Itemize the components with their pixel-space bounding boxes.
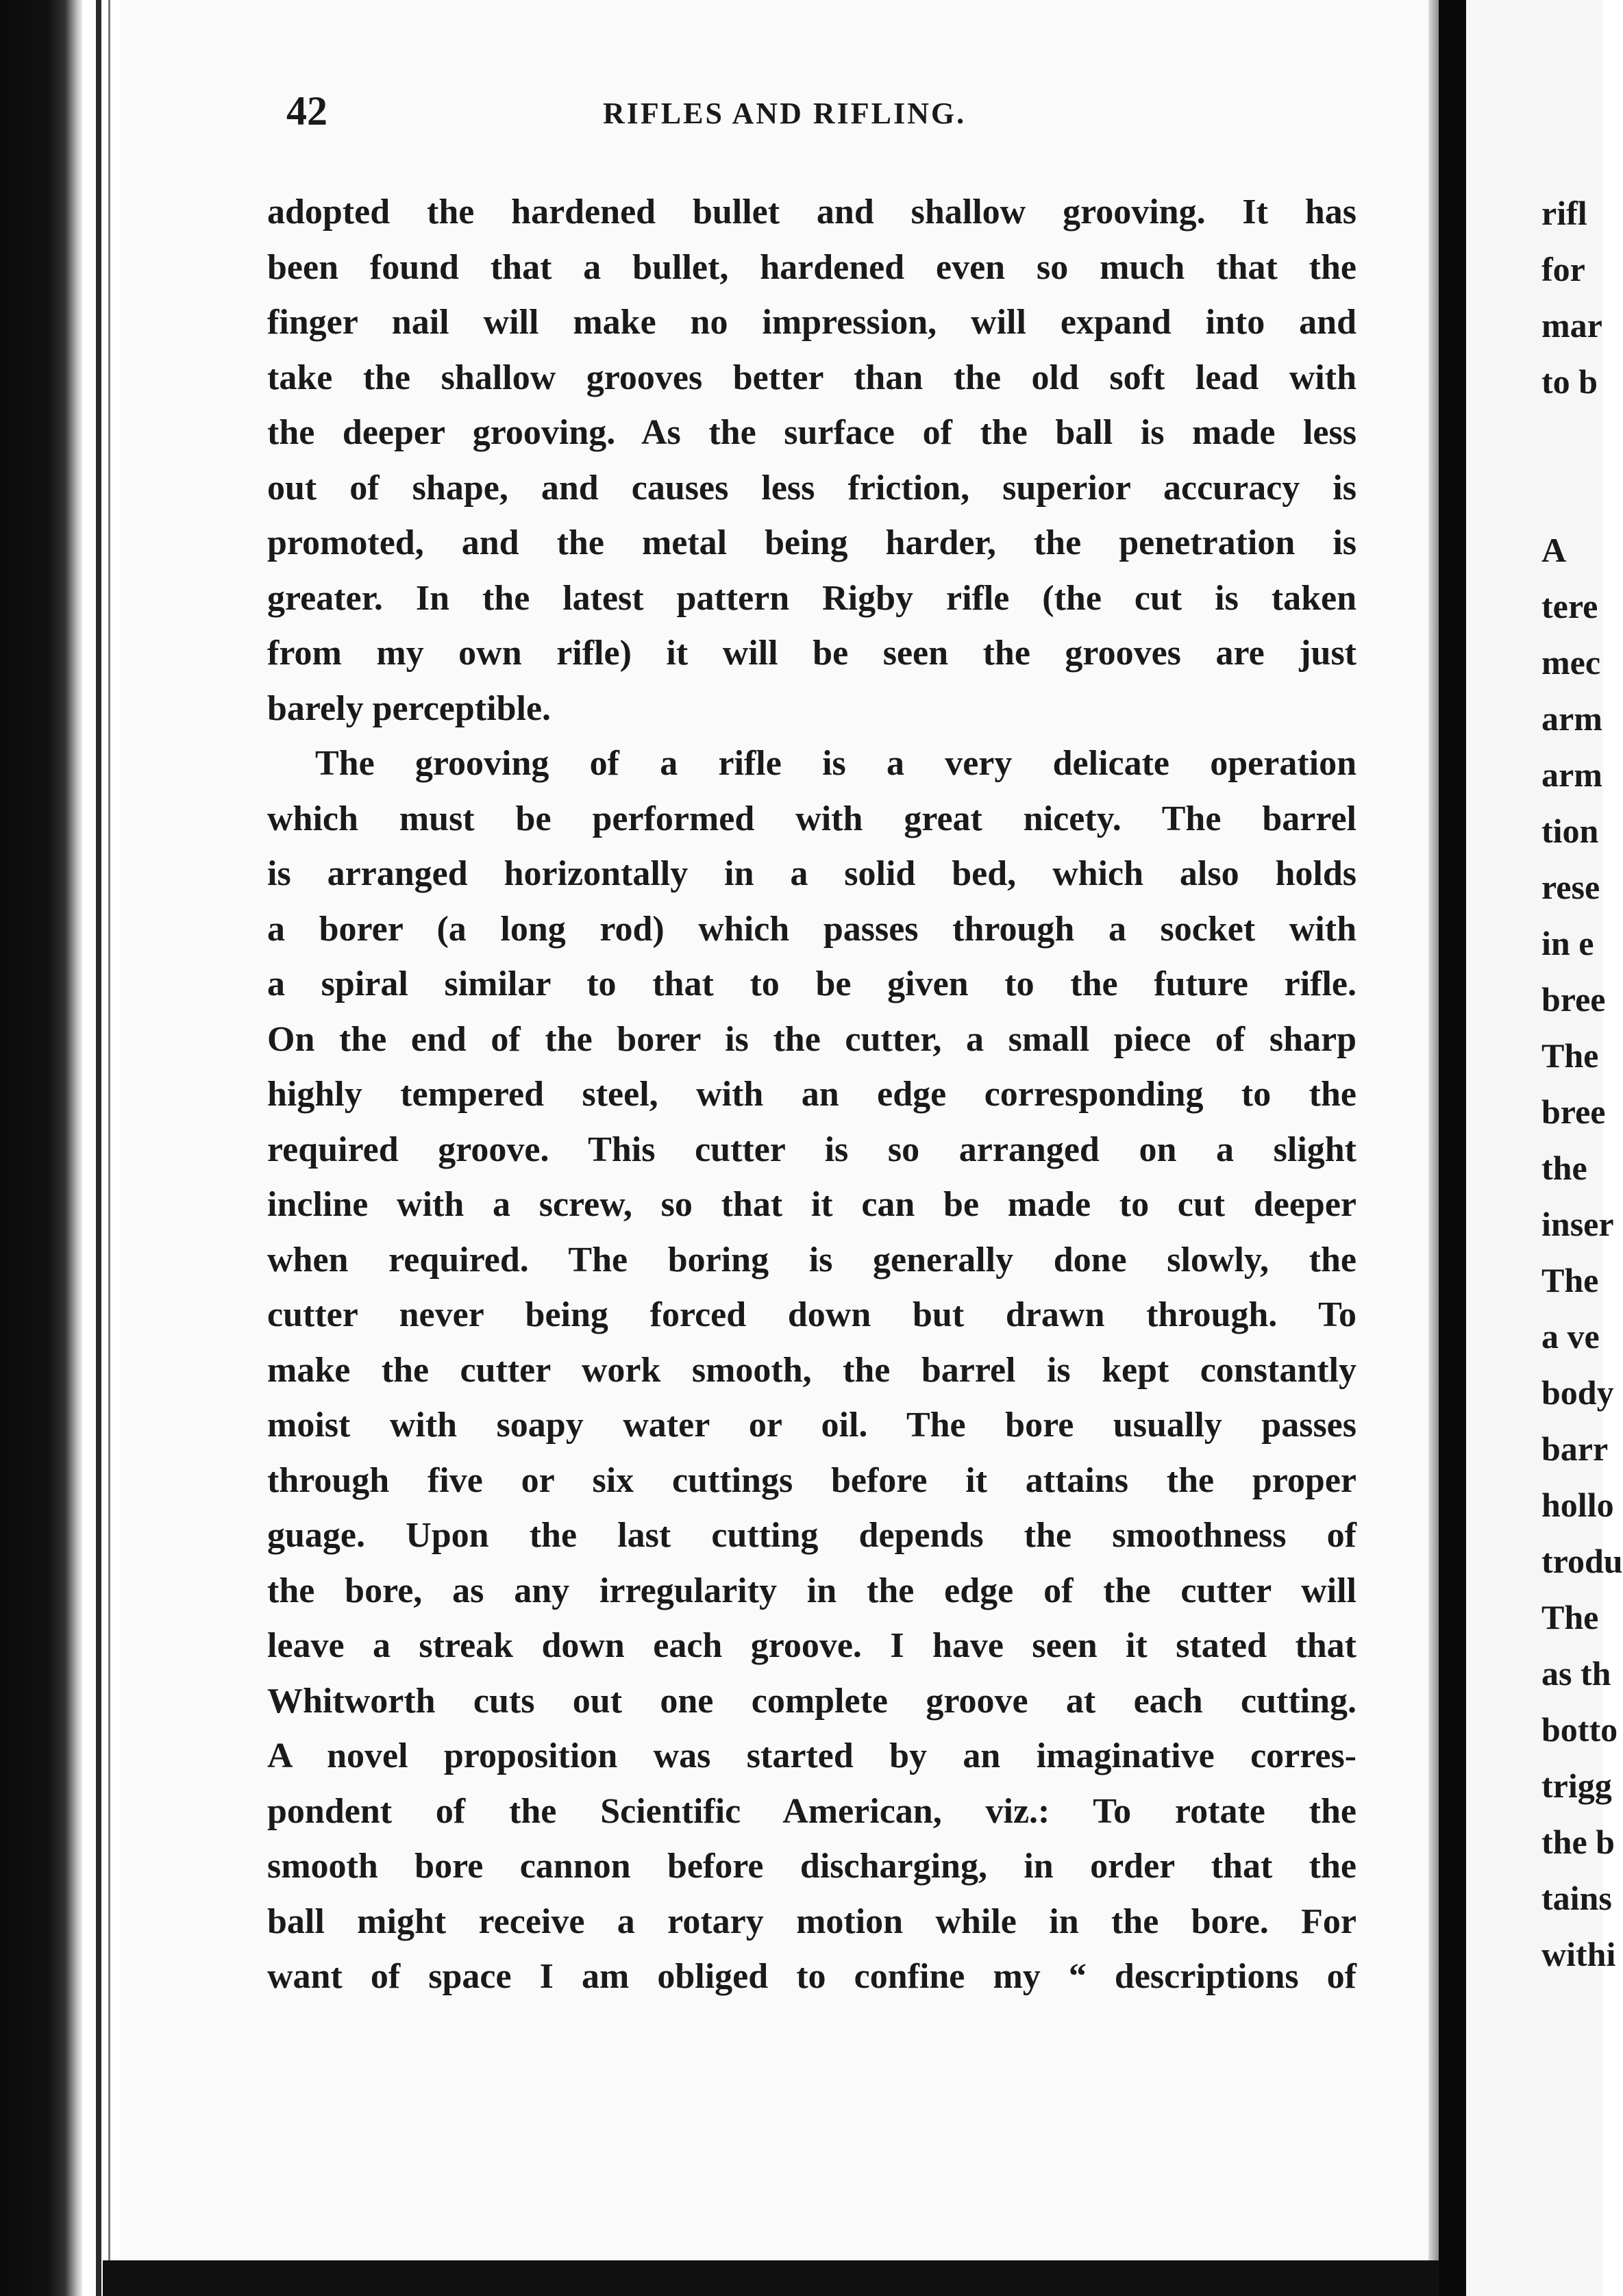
- facing-fragment: The: [1541, 1036, 1599, 1075]
- facing-fragment: to b: [1541, 362, 1598, 401]
- text-line: leave a streak down each groove. I have seen it stated that: [267, 1626, 1356, 1665]
- scan-bottom-edge: [103, 2260, 1439, 2296]
- facing-fragment: in e: [1541, 924, 1594, 962]
- text-line: barely perceptible.: [267, 688, 552, 728]
- text-line: highly tempered steel, with an edge corresponding to the: [267, 1075, 1356, 1114]
- facing-fragment: tere: [1541, 587, 1598, 625]
- text-line: been found that a bullet, hardened even so much that the: [267, 247, 1356, 287]
- binding-edge-line-thin: [108, 0, 110, 2296]
- facing-fragment: hollo: [1541, 1486, 1614, 1524]
- facing-fragment: botto: [1541, 1710, 1618, 1749]
- facing-fragment: barr: [1541, 1430, 1609, 1468]
- facing-fragment: for: [1541, 250, 1585, 288]
- facing-fragment: bree: [1541, 980, 1606, 1019]
- text-line: cutter never being forced down but drawn through. To: [267, 1295, 1356, 1334]
- text-line: promoted, and the metal being harder, the penetration is: [267, 523, 1356, 562]
- running-header: [164, 88, 1398, 142]
- text-line: ball might receive a rotary motion while in the bore. For: [267, 1901, 1356, 1941]
- facing-fragment: The: [1541, 1261, 1599, 1299]
- text-line: the bore, as any irregularity in the edge of the cutter will: [267, 1571, 1356, 1610]
- facing-fragment: mar: [1541, 306, 1602, 345]
- page-number: 42: [286, 88, 327, 134]
- text-line: A novel proposition was started by an imaginative corres-: [267, 1736, 1356, 1775]
- text-line: The grooving of a rifle is a very delicate operation: [315, 744, 1356, 783]
- facing-fragment: tains: [1541, 1879, 1612, 1917]
- text-line: Whitworth cuts out one complete groove at each cutting.: [267, 1681, 1356, 1721]
- facing-fragment: a ve: [1541, 1317, 1600, 1356]
- text-line: make the cutter work smooth, the barrel is kept constantly: [267, 1350, 1356, 1390]
- facing-fragment: [1541, 410, 1603, 466]
- facing-fragment: trigg: [1541, 1767, 1612, 1805]
- facing-fragment: mec: [1541, 643, 1601, 682]
- running-title: RIFLES AND RIFLING.: [603, 97, 967, 130]
- text-line: the deeper grooving. As the surface of the ball is made less: [267, 413, 1356, 452]
- facing-fragment: body: [1541, 1373, 1614, 1412]
- text-line: when required. The boring is generally done slowly, the: [267, 1240, 1356, 1280]
- text-line: required groove. This cutter is so arranged on a slight: [267, 1130, 1356, 1169]
- book-binding-left: [0, 0, 82, 2296]
- body-text: [267, 185, 1363, 2005]
- text-line: through five or six cuttings before it attains the proper: [267, 1460, 1356, 1500]
- text-line: guage. Upon the last cutting depends the smoothness of: [267, 1516, 1356, 1555]
- text-line: is arranged horizontally in a solid bed, which also holds: [267, 854, 1356, 893]
- facing-fragment: the b: [1541, 1823, 1615, 1861]
- facing-fragment: arm: [1541, 699, 1602, 738]
- text-line: incline with a screw, so that it can be made to cut deeper: [267, 1185, 1356, 1224]
- text-line: adopted the hardened bullet and shallow grooving. It has: [267, 192, 1356, 232]
- gutter-dark: [1439, 0, 1466, 2296]
- facing-fragment: rifl: [1541, 194, 1587, 232]
- facing-fragment: tion: [1541, 812, 1599, 850]
- text-line: moist with soapy water or oil. The bore usually passes: [267, 1406, 1356, 1445]
- text-line: On the end of the borer is the cutter, a small piece of sharp: [267, 1019, 1356, 1059]
- facing-fragment: the: [1541, 1149, 1587, 1187]
- text-line: from my own rifle) it will be seen the grooves are just: [267, 634, 1356, 673]
- text-line: greater. In the latest pattern Rigby rifle (the cut is taken: [267, 578, 1356, 618]
- facing-fragment: trodu: [1541, 1542, 1623, 1580]
- text-line: want of space I am obliged to confine my “ descriptions of: [267, 1957, 1356, 1996]
- text-line: out of shape, and causes less friction, superior accuracy is: [267, 468, 1356, 508]
- facing-fragment: withi: [1541, 1935, 1616, 1973]
- text-line: finger nail will make no impression, will expand into and: [267, 303, 1356, 342]
- facing-fragment: A: [1541, 531, 1567, 569]
- text-line: a borer (a long rod) which passes through a socket with: [267, 909, 1356, 949]
- facing-fragment: bree: [1541, 1093, 1606, 1131]
- facing-fragment: [1541, 466, 1603, 522]
- facing-fragment: as th: [1541, 1654, 1611, 1693]
- text-line: pondent of the Scientific American, viz.: To rotate the: [267, 1791, 1356, 1831]
- facing-fragment: rese: [1541, 868, 1600, 906]
- facing-page-text: [1541, 185, 1623, 1982]
- text-line: a spiral similar to that to be given to the future rifle.: [267, 964, 1356, 1003]
- text-line: smooth bore cannon before discharging, in order that the: [267, 1847, 1356, 1886]
- text-line: which must be performed with great nicety. The barrel: [267, 799, 1356, 838]
- text-line: take the shallow grooves better than the old soft lead with: [267, 358, 1356, 397]
- binding-edge-line: [96, 0, 101, 2296]
- facing-fragment: inser: [1541, 1205, 1614, 1243]
- facing-fragment: The: [1541, 1598, 1599, 1636]
- facing-fragment: arm: [1541, 756, 1602, 794]
